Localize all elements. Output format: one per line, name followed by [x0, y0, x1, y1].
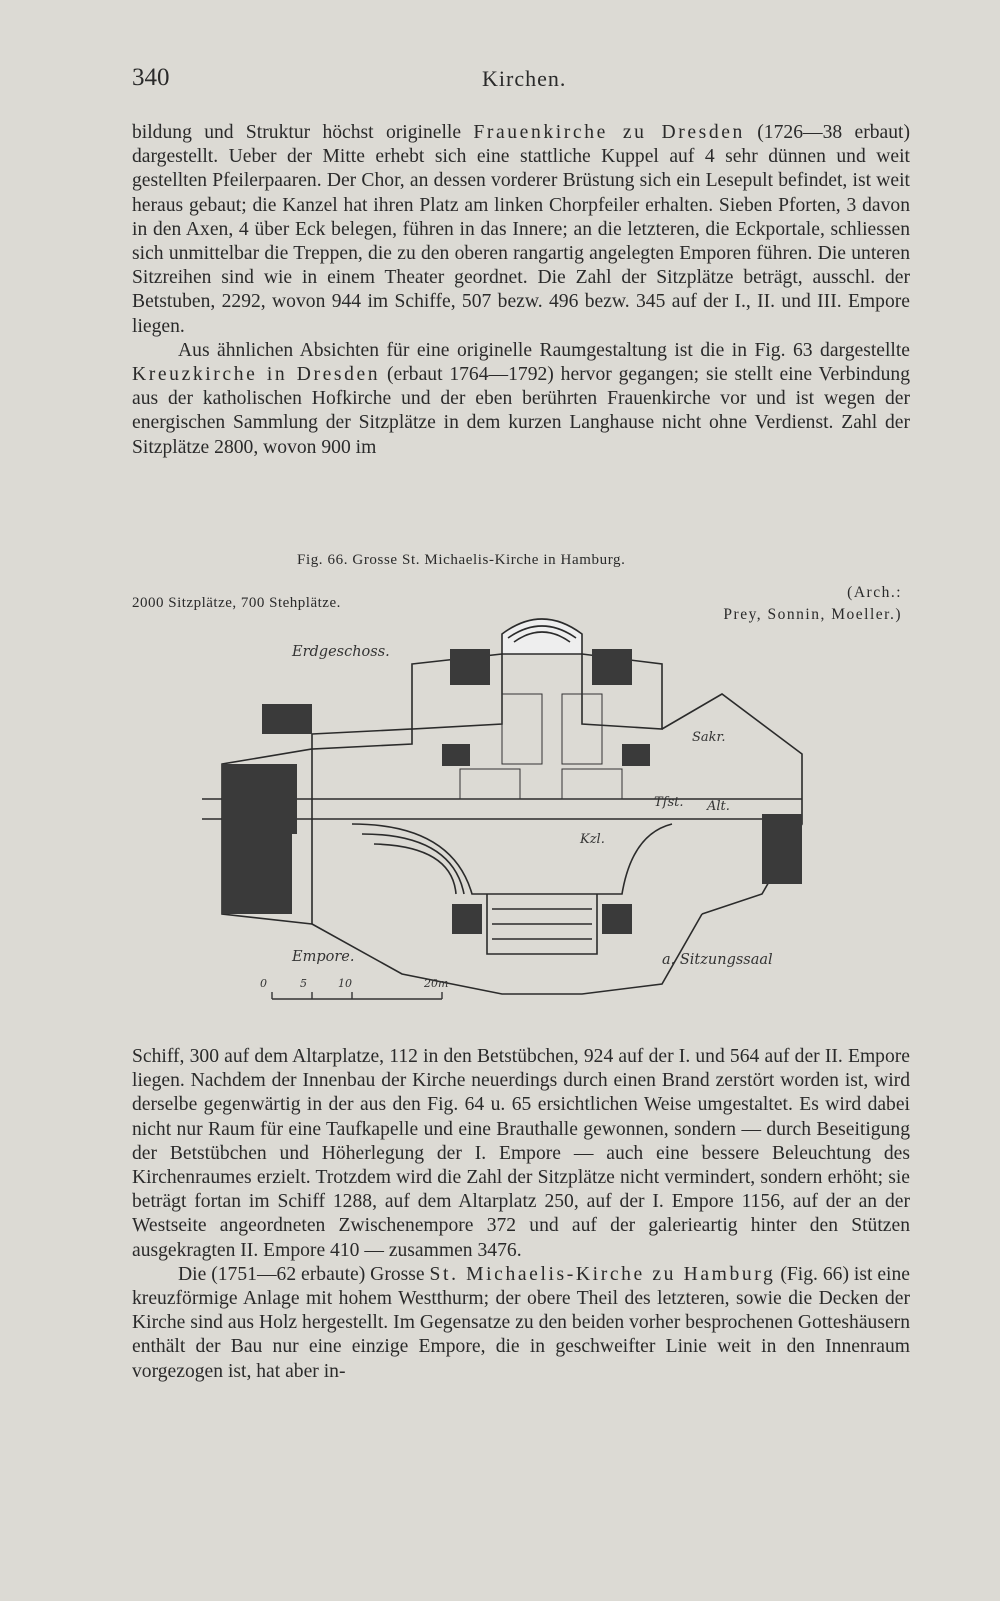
scale-label-10: 10: [338, 977, 352, 990]
scale-label-20m: 20m: [424, 977, 449, 990]
scale-label-0: 0: [260, 977, 267, 990]
label-ground-floor: Erdgeschoss.: [292, 644, 390, 660]
label-sacristy: Sakr.: [692, 730, 726, 745]
emphasis-kreuzkirche: Kreuzkirche in Dresden: [132, 364, 381, 386]
emphasis-michaelis: St. Michaelis-Kirche zu Hamburg: [429, 1263, 776, 1285]
figure-capacity: 2000 Sitzplätze, 700 Stehplätze.: [132, 595, 341, 611]
running-title: Kirchen.: [482, 66, 567, 91]
emphasis-frauenkirche: Frauenkirche zu Dresden: [473, 122, 745, 143]
paragraph-schiff: Schiff, 300 auf dem Altarplatze, 112 in den Betstübchen, 924 auf der I. und 564 auf der II. Empore liegen. Nachdem der Innenbau der Kirche neuerdings durch einen Brand zerstört worden ist, wird derselbe gegenwärtig in der aus den Fig. 64 u. 65 ersichtlichen Weise umgestaltet. Es wird dabei nicht nur Raum für eine Taufkapelle und eine Brauthalle gewonnen, sondern — durch Beseitigung der Betstübchen und Höherlegung der I. Empore — auch eine bessere Beleuchtung des Kirchenraumes erzielt. Trotzdem wird die Zahl der Sitzplätze nicht vermindert, sondern erhöht; sie beträgt fortan im Schiff 1288, auf dem Altarplatz 250, auf der I. Empore 1156, auf der an der Westseite angeordneten Zwischenempore 372 und auf der galerieartig hinter den Stützen ausgekragten II. Empore 410 — zusammen 3476.: [132, 1046, 910, 1261]
figure-architects: (Arch.: Prey, Sonnin, Moeller.): [723, 584, 902, 623]
label-pulpit: Kzl.: [580, 832, 605, 847]
figure-caption: Fig. 66. Grosse St. Michaelis-Kirche in Hamburg.: [297, 552, 626, 568]
page-number: 340: [132, 64, 170, 91]
paragraph-kreuzkirche: Aus ähnlichen Absichten für eine originelle Raumgestaltung ist die in Fig. 63 dargestellte Kreuzkirche in Dresden (erbaut 1764—1792) hervor gegangen; sie stellt eine Verbindung aus der katholischen Hofkirche und der eben berührten Frauenkirche vor und ist wegen der energischen Sammlung der Sitzplätze in dem kurzen Langhause nicht ohne Verdienst. Zahl der Sitzplätze 2800, wovon 900 im: [132, 339, 910, 458]
figure-66: [132, 552, 910, 1027]
label-gallery: Empore.: [292, 949, 355, 965]
label-baptismal-font: Tfst.: [654, 795, 684, 810]
text-after-figure: [132, 1045, 910, 1384]
paragraph-michaelis: Die (1751—62 erbaute) Grosse St. Michaelis-Kirche zu Hamburg (Fig. 66) ist eine kreuzförmige Anlage mit hohem Westthurm; der obere Theil des letzteren, sowie die Decken der Kirche sind aus Holz hergestellt. Im Gegensatze zu den beiden vorher besprochenen Gotteshäusern enthält der Bau nur eine einzige Empore, die in geschweifter Linie weit in den Innenraum vorgezogen ist, hat aber in-: [132, 1263, 910, 1382]
paragraph-frauenkirche: bildung und Struktur höchst originelle Frauenkirche zu Dresden (1726—38 erbaut) dargestellt. Ueber der Mitte erhebt sich eine stattliche Kuppel auf 4 sehr dünnen und weit gestellten Pfeilerpaaren. Der Chor, an dessen vorderer Brüstung sich ein Lesepult befindet, ist weit heraus gebaut; die Kanzel hat ihren Platz am linken Chorpfeiler erhalten. Sieben Pforten, 3 davon in den Axen, 4 über Eck belegen, führen in das Innere; an die letzteren, die Eckportale, schliessen sich unmittelbar die Treppen, die zu den oberen rangartig angelegten Emporen führen. Die unteren Sitzreihen sind wie in einem Theater geordnet. Die Zahl der Sitzplätze beträgt, ausschl. der Betstuben, 2292, wovon 944 im Schiffe, 507 bezw. 496 bezw. 345 auf der I., II. und III. Empore liegen.: [132, 122, 910, 337]
text-before-figure: [132, 121, 910, 460]
scale-label-5: 5: [300, 977, 307, 990]
page-header: [132, 64, 912, 100]
label-council-room: a. Sitzungssaal: [662, 952, 773, 968]
label-altar: Alt.: [707, 799, 730, 814]
